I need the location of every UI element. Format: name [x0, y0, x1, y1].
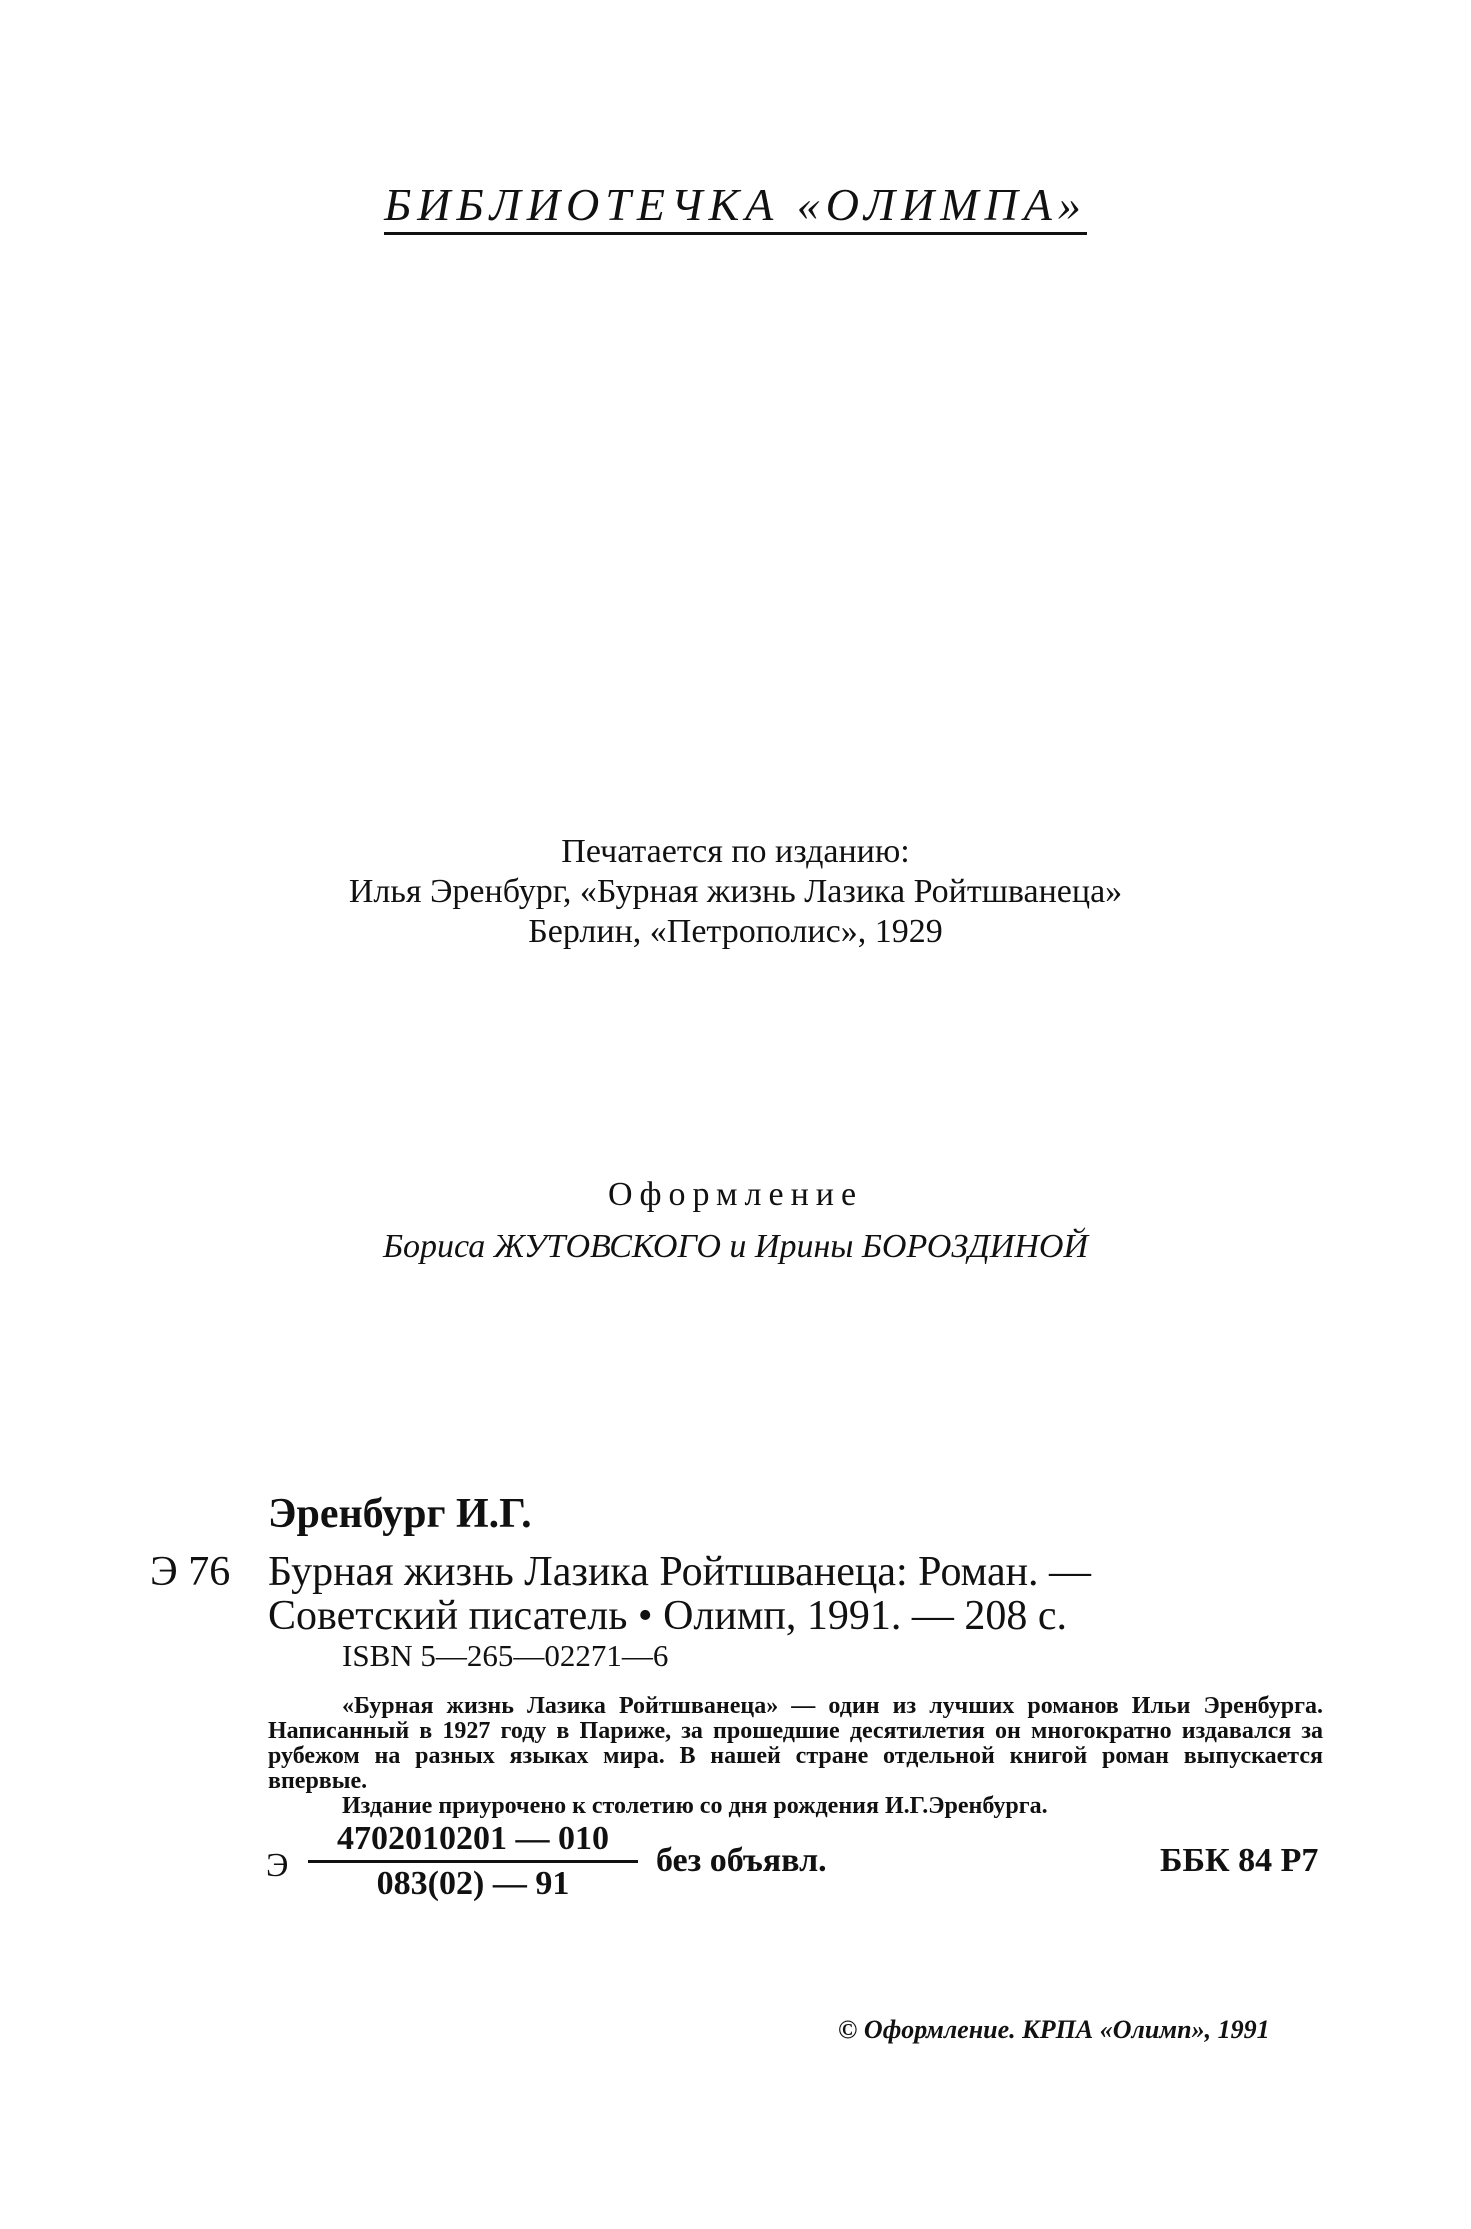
code-denominator: 083(02) — 91	[376, 1865, 570, 1902]
classification-code-fraction	[308, 1818, 638, 1905]
design-heading: Оформление	[607, 1176, 864, 1213]
catalog-title-line: Бурная жизнь Лазика Ройтшванеца: Роман. —	[268, 1549, 1092, 1595]
design-credits: Бориса ЖУТОВСКОГО и Ирины БОРОЗДИНОЙ	[382, 1228, 1089, 1265]
copyright-notice: © Оформление. КРПА «Олимп», 1991	[838, 2015, 1270, 2044]
price-note: без объявл.	[656, 1842, 827, 1879]
annotation	[268, 1694, 1323, 1819]
source-line-3: Берлин, «Петрополис», 1929	[528, 913, 943, 950]
isbn: ISBN 5—265—02271—6	[342, 1638, 669, 1673]
bbk-code: ББК 84 Р7	[1160, 1842, 1319, 1879]
source-line-1: Печатается по изданию:	[561, 833, 910, 870]
classification-code-letter: Э	[266, 1847, 289, 1884]
catalog-author: Эренбург И.Г.	[268, 1491, 532, 1537]
source-line-2: Илья Эренбург, «Бурная жизнь Лазика Ройтшванеца»	[348, 873, 1123, 910]
annotation-paragraph-1: «Бурная жизнь Лазика Ройтшванеца» — один из лучших романов Ильи Эренбурга. Написанный в 1927 году в Париже, за прошедшие десятилетия он многократно издавался за рубежом на разных языках мира. В нашей стране отдельной книгой роман выпускается впервые.	[268, 1693, 1323, 1794]
series-title-text: БИБЛИОТЕЧКА «ОЛИМПА»	[384, 179, 1087, 235]
code-numerator: 4702010201 — 010	[308, 1818, 638, 1863]
catalog-index: Э 76	[150, 1549, 231, 1595]
catalog-publisher-line: Советский писатель • Олимп, 1991. — 208 с.	[268, 1593, 1068, 1639]
series-title	[0, 178, 1471, 231]
annotation-paragraph-2: Издание приурочено к столетию со дня рождения И.Г.Эренбурга.	[342, 1793, 1048, 1819]
source-edition-block	[0, 832, 1471, 952]
